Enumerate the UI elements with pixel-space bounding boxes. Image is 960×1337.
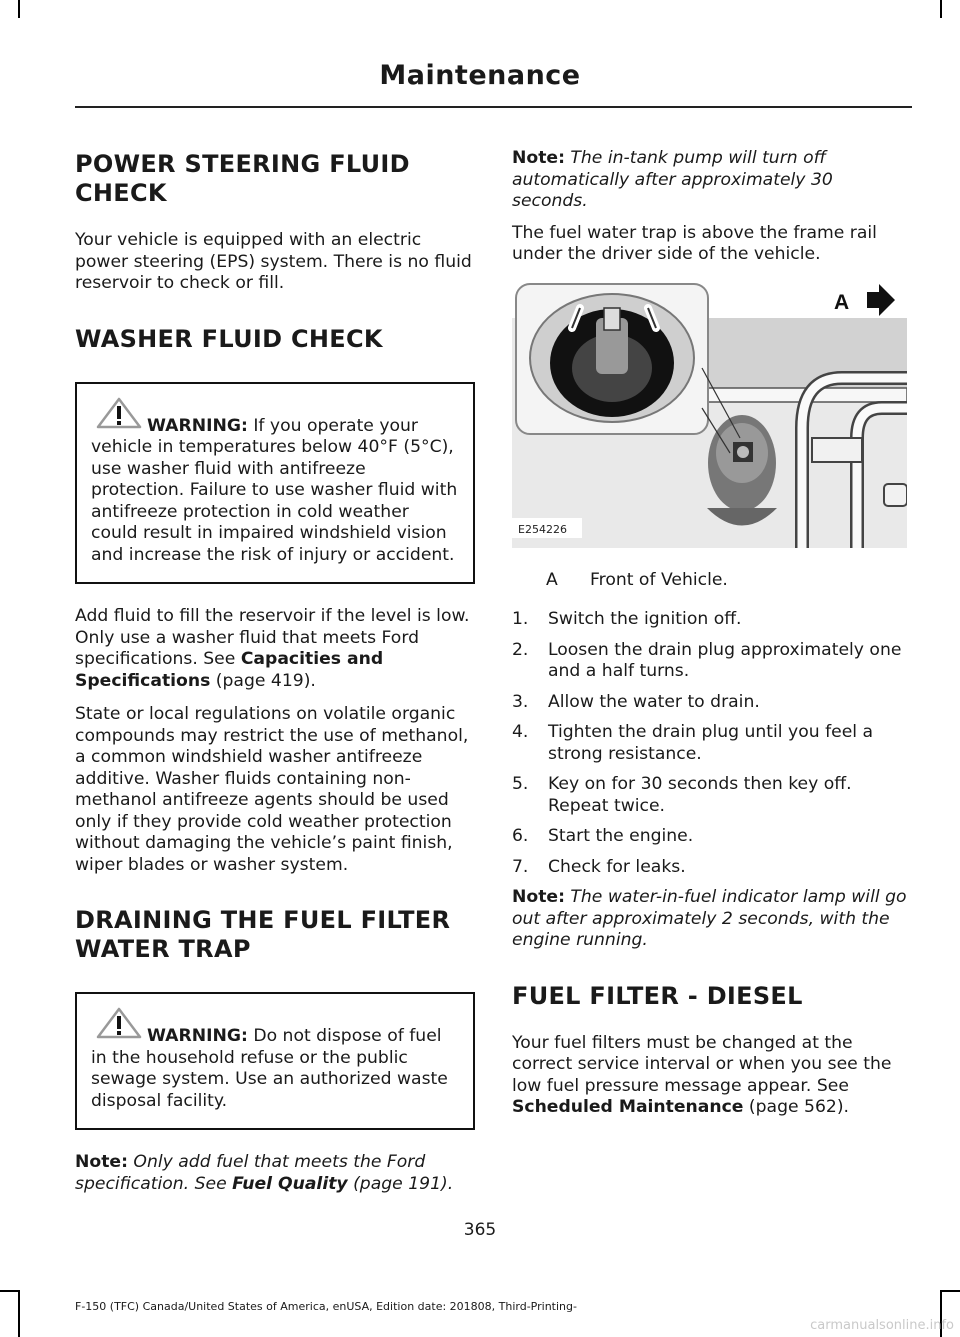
heading-line: WATER TRAP — [75, 935, 251, 963]
step-text: Check for leaks. — [548, 856, 686, 877]
crop-mark — [0, 1290, 18, 1292]
step-text: Switch the ignition off. — [548, 609, 742, 629]
indicator-note — [512, 887, 912, 952]
note-body: The in-tank pump will turn off automatically after approximately 30 seconds. — [512, 148, 833, 211]
add-fluid-body: Add fluid to fill the reservoir if the level is low. Only use a washer fluid that meets Ford specifications. See — [75, 606, 470, 669]
step-text: Tighten the drain plug until you feel a strong resistance. — [548, 722, 874, 764]
edition-line: F-150 (TFC) Canada/United States of America, enUSA, Edition date: 201808, Third-Printing- — [75, 1300, 577, 1313]
heading-line: DRAINING THE FUEL FILTER — [75, 906, 451, 934]
diesel-filter-text — [512, 1033, 912, 1119]
water-trap-location: The fuel water trap is above the frame rail under the driver side of the vehicle. — [512, 222, 877, 264]
warning-text — [91, 994, 459, 1112]
right-column — [512, 140, 912, 1119]
note-body: The water-in-fuel indicator lamp will go out after approximately 2 seconds, with the engine running. — [512, 887, 907, 950]
list-item — [512, 692, 912, 714]
figure-caption — [512, 570, 912, 592]
pump-note — [512, 148, 912, 213]
note-label: Note: — [512, 148, 565, 168]
list-item — [512, 826, 912, 848]
list-item — [512, 774, 912, 817]
heading-fuel-filter-diesel: FUEL FILTER - DIESEL — [512, 981, 803, 1010]
power-steering-text: Your vehicle is equipped with an electric power steering (EPS) system. There is no fluid reservoir to check or fill. — [75, 230, 472, 293]
diesel-body: Your fuel filters must be changed at the correct service interval or when you see the low fuel pressure message appear. See — [512, 1032, 892, 1096]
step-number: 4. — [512, 722, 529, 742]
drain-steps-list — [512, 609, 912, 878]
step-text: Start the engine. — [548, 826, 694, 846]
figure-callout-a: A — [834, 290, 850, 314]
step-text: Allow the water to drain. — [548, 691, 760, 712]
caption-text: Front of Vehicle. — [590, 569, 728, 590]
page-ref: (page 191). — [347, 1173, 454, 1194]
page-number: 365 — [463, 1220, 497, 1240]
fuel-water-trap-illustration — [512, 278, 907, 548]
warning-label: WARNING: — [147, 1026, 248, 1046]
list-item — [512, 722, 912, 765]
figure-code: E254226 — [518, 522, 567, 536]
note-body: Only add fuel that meets the Ford specification. See — [75, 1152, 426, 1194]
step-number: 7. — [512, 856, 529, 877]
header-rule — [75, 106, 912, 108]
scheduled-maintenance-link[interactable]: Scheduled Maintenance — [512, 1097, 744, 1117]
regulations-text: State or local regulations on volatile organic compounds may restrict the use of methanol, a common windshield washer antifreeze additive. Washer fluids containing non-methanol antifreeze agents should be used only if they provide cold weather protection without damaging the vehicle’s paint finish, wiper blades or washer system. — [75, 704, 469, 875]
note-label: Note: — [512, 887, 565, 907]
list-item — [512, 609, 912, 631]
heading-line: POWER STEERING FLUID — [75, 150, 410, 178]
heading-drain-water-trap — [75, 906, 475, 964]
crop-mark — [942, 1290, 960, 1292]
step-number: 3. — [512, 691, 529, 712]
list-item — [512, 857, 912, 879]
heading-line: CHECK — [75, 179, 167, 207]
illustration-svg — [512, 278, 907, 548]
warning-body: If you operate your vehicle in temperatures below 40°F (5°C), use washer fluid with antifreeze protection. Failure to use washer fluid with antifreeze protection in cold weather could result in impaired windshield vision and increase the risk of injury or accident. — [91, 415, 458, 565]
warning-box-disposal — [75, 992, 475, 1130]
warning-triangle-icon — [95, 396, 143, 430]
crop-mark — [18, 1290, 20, 1337]
warning-triangle-icon — [95, 1006, 143, 1040]
heading-washer-fluid: WASHER FLUID CHECK — [75, 324, 383, 353]
step-number: 1. — [512, 609, 529, 629]
crop-mark — [18, 0, 20, 18]
add-fluid-text — [75, 606, 475, 692]
left-column — [75, 140, 475, 1195]
warning-box-washer — [75, 382, 475, 585]
capacities-link[interactable]: Capacities and Specifications — [75, 649, 384, 691]
page-ref: (page 562). — [743, 1097, 849, 1117]
caption-key: A — [546, 569, 558, 590]
heading-power-steering — [75, 150, 475, 208]
warning-body: Do not dispose of fuel in the household refuse or the public sewage system. Use an authorized waste disposal facility. — [91, 1026, 448, 1111]
fuel-quality-link[interactable]: Fuel Quality — [232, 1173, 348, 1194]
warning-text — [91, 384, 459, 567]
crop-mark — [940, 0, 942, 18]
watermark: carmanualsonline.info — [810, 1318, 954, 1333]
step-number: 2. — [512, 639, 529, 660]
section-title: Maintenance — [379, 60, 581, 91]
list-item — [512, 640, 912, 683]
step-text: Loosen the drain plug approximately one and a half turns. — [548, 639, 902, 681]
note-label: Note: — [75, 1152, 128, 1172]
step-text: Key on for 30 seconds then key off. Repeat twice. — [548, 774, 852, 816]
warning-label: WARNING: — [147, 415, 248, 436]
step-number: 5. — [512, 774, 529, 794]
fuel-note — [75, 1152, 475, 1195]
step-number: 6. — [512, 826, 529, 846]
page-ref: (page 419). — [210, 670, 316, 691]
